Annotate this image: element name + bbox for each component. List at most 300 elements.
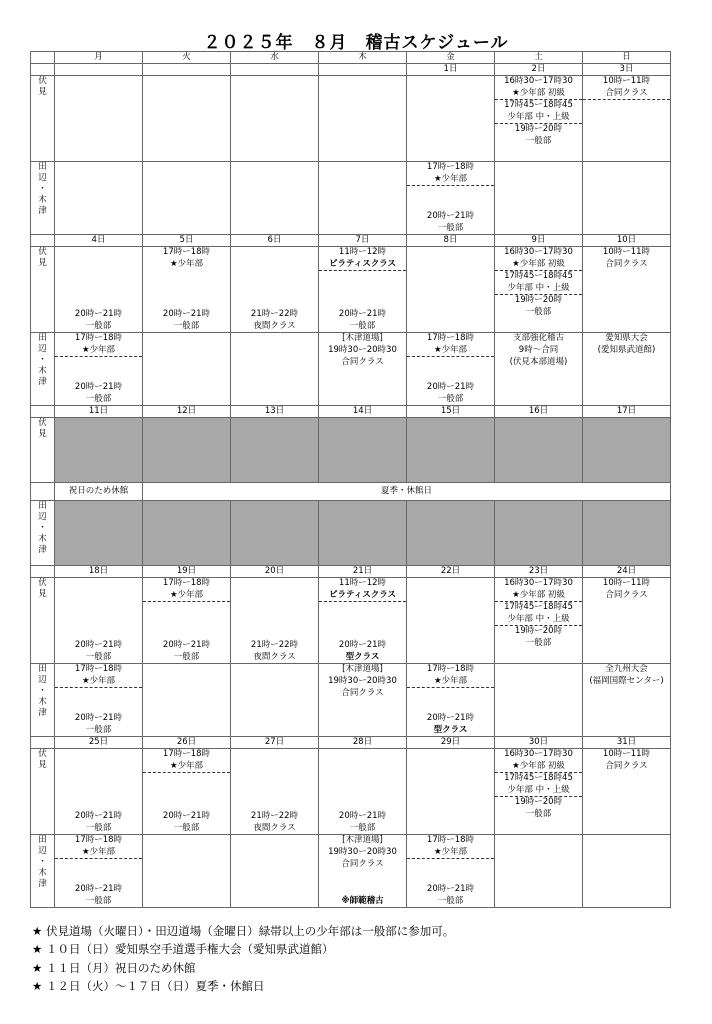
schedule-entry: 17時ー18時 bbox=[74, 333, 123, 343]
fushimi-cell bbox=[143, 247, 231, 333]
schedule-entry: 16時30ー17時30 bbox=[504, 247, 573, 257]
schedule-cell bbox=[407, 333, 494, 405]
schedule-entry: 20時ー21時 bbox=[162, 309, 211, 319]
schedule-entry: ピラティスクラス bbox=[319, 590, 406, 602]
location-char: 田 bbox=[38, 664, 47, 674]
location-char: 木 bbox=[38, 534, 47, 544]
location-char: 見 bbox=[38, 87, 47, 97]
note-line: ★ １０日（日）愛知県空手道選手権大会（愛知県武道館） bbox=[32, 942, 334, 957]
note-corner bbox=[31, 483, 55, 501]
schedule-entry: 全九州大会 bbox=[605, 664, 648, 674]
schedule-entry: 20時ー21時 bbox=[74, 309, 123, 319]
schedule-entry: 17時ー18時 bbox=[162, 749, 211, 759]
schedule-cell bbox=[495, 247, 582, 332]
location-char: 木 bbox=[38, 697, 47, 707]
schedule-entry: 一般部 bbox=[85, 725, 112, 735]
location-label bbox=[31, 835, 55, 908]
date-header bbox=[55, 64, 143, 76]
schedule-entry: 合同クラス bbox=[605, 761, 648, 771]
location-char: 木 bbox=[38, 868, 47, 878]
schedule-entry: 17時45ー18時45 bbox=[504, 271, 573, 281]
schedule-entry: 17時ー18時 bbox=[426, 835, 475, 845]
schedule-entry: (伏見本部道場) bbox=[509, 357, 568, 367]
schedule-entry: ※師範稽古 bbox=[341, 896, 384, 906]
fushimi-cell bbox=[143, 749, 231, 835]
location-label bbox=[31, 333, 55, 406]
schedule-cell bbox=[319, 749, 406, 834]
schedule-entry: 10時ー11時 bbox=[602, 749, 651, 759]
date-header: 4日 bbox=[55, 235, 143, 247]
schedule-cell bbox=[55, 664, 142, 736]
schedule-entry: 20時ー21時 bbox=[338, 640, 387, 650]
date-header: 15日 bbox=[407, 406, 495, 418]
summer-note: 夏季・休館日 bbox=[143, 483, 671, 501]
schedule-entry: 20時ー21時 bbox=[338, 309, 387, 319]
schedule-entry: (愛知県武道館) bbox=[597, 345, 656, 355]
location-label bbox=[31, 76, 55, 162]
schedule-entry: 17時ー18時 bbox=[426, 333, 475, 343]
schedule-entry: 20時ー21時 bbox=[338, 811, 387, 821]
holiday-note: 祝日のため休館 bbox=[55, 483, 143, 501]
date-header: 20日 bbox=[231, 566, 319, 578]
location-char: 辺 bbox=[38, 344, 47, 354]
location-char: 津 bbox=[38, 545, 47, 555]
schedule-entry: 19時30ー20時30 bbox=[328, 345, 397, 355]
schedule-cell bbox=[143, 247, 230, 332]
location-char: 伏 bbox=[38, 247, 47, 257]
schedule-entry: 21時ー22時 bbox=[250, 309, 299, 319]
fushimi-cell bbox=[55, 247, 143, 333]
schedule-cell bbox=[407, 835, 494, 907]
fushimi-cell bbox=[143, 578, 231, 664]
schedule-cell bbox=[143, 162, 230, 234]
location-char: 津 bbox=[38, 879, 47, 889]
location-char: 津 bbox=[38, 377, 47, 387]
date-header: 18日 bbox=[55, 566, 143, 578]
date-header: 12日 bbox=[143, 406, 231, 418]
schedule-cell bbox=[231, 333, 318, 405]
tanabe-cell bbox=[143, 835, 231, 908]
tanabe-cell bbox=[407, 664, 495, 737]
date-header: 27日 bbox=[231, 737, 319, 749]
schedule-entry: 合同クラス bbox=[341, 357, 384, 367]
schedule-entry: 17時45ー18時45 bbox=[504, 773, 573, 783]
schedule-cell bbox=[231, 76, 318, 161]
schedule-cell bbox=[495, 162, 582, 234]
fushimi-cell bbox=[407, 749, 495, 835]
location-label bbox=[31, 418, 55, 483]
tanabe-cell bbox=[583, 162, 671, 235]
schedule-cell bbox=[495, 333, 582, 405]
schedule-entry: 一般部 bbox=[85, 321, 112, 331]
schedule-entry: 10時ー11時 bbox=[602, 247, 651, 257]
schedule-cell bbox=[143, 578, 230, 663]
date-header: 22日 bbox=[407, 566, 495, 578]
fushimi-cell bbox=[407, 247, 495, 333]
location-char: 伏 bbox=[38, 418, 47, 428]
fushimi-cell bbox=[495, 76, 583, 162]
schedule-entry: 20時ー21時 bbox=[74, 884, 123, 894]
schedule-entry: ★少年部 bbox=[143, 590, 230, 602]
fushimi-cell bbox=[495, 749, 583, 835]
location-char: 見 bbox=[38, 429, 47, 439]
schedule-cell bbox=[319, 578, 406, 663]
closed-cell bbox=[143, 418, 231, 483]
tanabe-cell bbox=[583, 835, 671, 908]
schedule-entry: 型クラス bbox=[433, 725, 468, 735]
date-header: 24日 bbox=[583, 566, 671, 578]
fushimi-cell bbox=[143, 76, 231, 162]
weekday-header: 火 bbox=[143, 52, 231, 64]
location-label bbox=[31, 578, 55, 664]
schedule-entry: 一般部 bbox=[349, 321, 376, 331]
tanabe-cell bbox=[319, 664, 407, 737]
date-header: 11日 bbox=[55, 406, 143, 418]
schedule-cell bbox=[583, 664, 670, 736]
location-char: 木 bbox=[38, 366, 47, 376]
closed-cell bbox=[319, 418, 407, 483]
closed-cell bbox=[319, 501, 407, 566]
tanabe-cell bbox=[319, 333, 407, 406]
location-char: 辺 bbox=[38, 846, 47, 856]
tanabe-cell bbox=[407, 835, 495, 908]
schedule-entry: 少年部 中・上級 bbox=[495, 112, 582, 124]
schedule-cell bbox=[319, 835, 406, 907]
location-char: 津 bbox=[38, 708, 47, 718]
schedule-entry: 19時ー20時 bbox=[514, 124, 563, 134]
schedule-cell bbox=[55, 835, 142, 907]
schedule-entry: 17時ー18時 bbox=[162, 247, 211, 257]
note-line: ★ １２日（火）～１７日（日）夏季・休館日 bbox=[32, 979, 265, 994]
date-header: 9日 bbox=[495, 235, 583, 247]
note-line: ★ １１日（月）祝日のため休館 bbox=[32, 960, 196, 975]
schedule-entry: ★少年部 bbox=[407, 345, 494, 357]
schedule-entry: 16時30ー17時30 bbox=[504, 76, 573, 86]
schedule-entry: 17時45ー18時45 bbox=[504, 602, 573, 612]
weekday-header: 金 bbox=[407, 52, 495, 64]
schedule-entry: ピラティスクラス bbox=[319, 259, 406, 271]
schedule-entry: 一般部 bbox=[173, 321, 200, 331]
schedule-entry: 一般部 bbox=[173, 652, 200, 662]
schedule-entry: 17時ー18時 bbox=[162, 578, 211, 588]
fushimi-cell bbox=[231, 247, 319, 333]
schedule-entry: 20時ー21時 bbox=[74, 640, 123, 650]
fushimi-cell bbox=[319, 76, 407, 162]
schedule-cell bbox=[143, 664, 230, 736]
location-char: 田 bbox=[38, 333, 47, 343]
tanabe-cell bbox=[55, 664, 143, 737]
schedule-entry: [木津道場] bbox=[342, 835, 383, 845]
fushimi-cell bbox=[319, 749, 407, 835]
schedule-entry: 一般部 bbox=[85, 823, 112, 833]
closed-cell bbox=[495, 418, 583, 483]
schedule-cell bbox=[495, 76, 582, 161]
schedule-cell bbox=[143, 749, 230, 834]
date-header: 2日 bbox=[495, 64, 583, 76]
schedule-entry: 一般部 bbox=[525, 136, 552, 146]
tanabe-cell bbox=[231, 333, 319, 406]
date-header bbox=[143, 64, 231, 76]
date-header: 1日 bbox=[407, 64, 495, 76]
schedule-entry: [木津道場] bbox=[342, 664, 383, 674]
schedule-entry: 少年部 中・上級 bbox=[495, 785, 582, 797]
tanabe-cell bbox=[495, 333, 583, 406]
schedule-entry: 16時30ー17時30 bbox=[504, 578, 573, 588]
note-line: ★ 伏見道場（火曜日）・田辺道場（金曜日）緑帯以上の少年部は一般部に参加可。 bbox=[32, 924, 455, 938]
tanabe-cell bbox=[55, 835, 143, 908]
fushimi-cell bbox=[231, 76, 319, 162]
date-header: 10日 bbox=[583, 235, 671, 247]
schedule-entry: 17時ー18時 bbox=[74, 664, 123, 674]
location-char: 辺 bbox=[38, 512, 47, 522]
schedule-cell bbox=[143, 333, 230, 405]
schedule-entry: 10時ー11時 bbox=[602, 76, 651, 86]
schedule-entry: 一般部 bbox=[349, 823, 376, 833]
date-header: 17日 bbox=[583, 406, 671, 418]
schedule-entry: 17時ー18時 bbox=[74, 835, 123, 845]
date-header: 7日 bbox=[319, 235, 407, 247]
location-label bbox=[31, 162, 55, 235]
schedule-entry: 夜間クラス bbox=[253, 652, 296, 662]
schedule-entry: 20時ー21時 bbox=[426, 713, 475, 723]
schedule-entry: 少年部 中・上級 bbox=[495, 283, 582, 295]
tanabe-cell bbox=[55, 162, 143, 235]
tanabe-cell bbox=[407, 162, 495, 235]
tanabe-cell bbox=[495, 835, 583, 908]
weekday-header: 水 bbox=[231, 52, 319, 64]
closed-cell bbox=[407, 418, 495, 483]
schedule-cell bbox=[407, 578, 494, 663]
location-char: ・ bbox=[38, 857, 47, 867]
tanabe-cell bbox=[143, 162, 231, 235]
tanabe-cell bbox=[231, 664, 319, 737]
schedule-entry: 20時ー21時 bbox=[426, 884, 475, 894]
schedule-cell bbox=[319, 247, 406, 332]
schedule-cell bbox=[583, 835, 670, 907]
tanabe-cell bbox=[583, 333, 671, 406]
schedule-entry: 17時ー18時 bbox=[426, 162, 475, 172]
schedule-cell bbox=[407, 664, 494, 736]
date-corner bbox=[31, 406, 55, 418]
fushimi-cell bbox=[55, 578, 143, 664]
schedule-entry: ★少年部 bbox=[55, 345, 142, 357]
schedule-cell bbox=[55, 162, 142, 234]
schedule-entry: 合同クラス bbox=[605, 259, 648, 269]
schedule-cell bbox=[319, 162, 406, 234]
tanabe-cell bbox=[55, 333, 143, 406]
location-char: 見 bbox=[38, 589, 47, 599]
schedule-entry: 17時ー18時 bbox=[426, 664, 475, 674]
schedule-entry: 20時ー21時 bbox=[162, 640, 211, 650]
schedule-cell bbox=[583, 247, 670, 332]
schedule-entry: ★少年部 初級 bbox=[495, 590, 582, 602]
date-header bbox=[319, 64, 407, 76]
location-char: 津 bbox=[38, 206, 47, 216]
date-corner bbox=[31, 566, 55, 578]
location-label bbox=[31, 247, 55, 333]
tanabe-cell bbox=[143, 333, 231, 406]
schedule-entry: ★少年部 初級 bbox=[495, 88, 582, 100]
date-header: 29日 bbox=[407, 737, 495, 749]
schedule-entry: 一般部 bbox=[525, 307, 552, 317]
location-char: 辺 bbox=[38, 173, 47, 183]
schedule-entry: 19時30ー20時30 bbox=[328, 847, 397, 857]
location-char: ・ bbox=[38, 184, 47, 194]
location-char: 田 bbox=[38, 501, 47, 511]
closed-cell bbox=[231, 501, 319, 566]
location-char: 田 bbox=[38, 835, 47, 845]
schedule-entry: 支部強化稽古 bbox=[512, 333, 564, 343]
schedule-cell bbox=[319, 76, 406, 161]
tanabe-cell bbox=[319, 835, 407, 908]
location-char: ・ bbox=[38, 355, 47, 365]
date-corner bbox=[31, 737, 55, 749]
date-header: 21日 bbox=[319, 566, 407, 578]
schedule-entry: 一般部 bbox=[85, 652, 112, 662]
schedule-entry: 一般部 bbox=[173, 823, 200, 833]
weekday-header: 土 bbox=[495, 52, 583, 64]
schedule-entry: ★少年部 bbox=[55, 676, 142, 688]
schedule-cell bbox=[143, 76, 230, 161]
location-char: 見 bbox=[38, 258, 47, 268]
schedule-entry: ★少年部 bbox=[407, 174, 494, 186]
schedule-entry: 一般部 bbox=[525, 638, 552, 648]
schedule-cell bbox=[231, 835, 318, 907]
date-header: 14日 bbox=[319, 406, 407, 418]
location-char: 田 bbox=[38, 162, 47, 172]
schedule-cell bbox=[495, 749, 582, 834]
location-char: 見 bbox=[38, 760, 47, 770]
schedule-entry: 一般部 bbox=[85, 896, 112, 906]
schedule-entry: 一般部 bbox=[437, 223, 464, 233]
closed-cell bbox=[55, 501, 143, 566]
fushimi-cell bbox=[495, 578, 583, 664]
schedule-entry: 夜間クラス bbox=[253, 823, 296, 833]
schedule-cell bbox=[583, 749, 670, 834]
schedule-entry: 19時30ー20時30 bbox=[328, 676, 397, 686]
schedule-entry: 21時ー22時 bbox=[250, 811, 299, 821]
schedule-cell bbox=[407, 247, 494, 332]
closed-cell bbox=[583, 418, 671, 483]
schedule-entry: ★少年部 bbox=[407, 847, 494, 859]
schedule-cell bbox=[231, 162, 318, 234]
schedule-entry: 20時ー21時 bbox=[74, 713, 123, 723]
fushimi-cell bbox=[407, 76, 495, 162]
schedule-cell bbox=[583, 162, 670, 234]
fushimi-cell bbox=[583, 578, 671, 664]
closed-cell bbox=[231, 418, 319, 483]
schedule-entry: [木津道場] bbox=[342, 333, 383, 343]
schedule-cell bbox=[319, 664, 406, 736]
location-char: ・ bbox=[38, 523, 47, 533]
weekday-header: 日 bbox=[583, 52, 671, 64]
schedule-entry: 愛知県大会 bbox=[605, 333, 648, 343]
location-label bbox=[31, 664, 55, 737]
schedule-entry: 合同クラス bbox=[583, 88, 670, 100]
fushimi-cell bbox=[55, 76, 143, 162]
schedule-entry: ★少年部 初級 bbox=[495, 259, 582, 271]
fushimi-cell bbox=[495, 247, 583, 333]
schedule-entry: ★少年部 bbox=[169, 259, 204, 269]
fushimi-cell bbox=[319, 578, 407, 664]
fushimi-cell bbox=[231, 578, 319, 664]
schedule-cell bbox=[495, 835, 582, 907]
schedule-entry: 型クラス bbox=[345, 652, 380, 662]
schedule-entry: 夜間クラス bbox=[253, 321, 296, 331]
schedule-entry: 20時ー21時 bbox=[426, 211, 475, 221]
schedule-entry: 合同クラス bbox=[341, 859, 384, 869]
date-header: 5日 bbox=[143, 235, 231, 247]
date-header: 23日 bbox=[495, 566, 583, 578]
schedule-table bbox=[30, 51, 671, 908]
page-title: ２０２５年 ８月 稽古スケジュール bbox=[203, 33, 509, 53]
schedule-cell bbox=[143, 835, 230, 907]
tanabe-cell bbox=[231, 162, 319, 235]
date-header: 6日 bbox=[231, 235, 319, 247]
schedule-cell bbox=[583, 578, 670, 663]
date-header: 16日 bbox=[495, 406, 583, 418]
schedule-cell bbox=[231, 664, 318, 736]
tanabe-cell bbox=[143, 664, 231, 737]
closed-cell bbox=[583, 501, 671, 566]
schedule-cell bbox=[495, 664, 582, 736]
schedule-entry: (福岡国際センター) bbox=[589, 676, 664, 686]
location-char: 伏 bbox=[38, 76, 47, 86]
schedule-entry: ★少年部 bbox=[407, 676, 494, 688]
fushimi-cell bbox=[55, 749, 143, 835]
schedule-entry: 20時ー21時 bbox=[426, 382, 475, 392]
tanabe-cell bbox=[495, 162, 583, 235]
weekday-header: 木 bbox=[319, 52, 407, 64]
fushimi-cell bbox=[583, 749, 671, 835]
schedule-cell bbox=[231, 749, 318, 834]
schedule-entry: 10時ー11時 bbox=[602, 578, 651, 588]
schedule-entry: 19時ー20時 bbox=[514, 295, 563, 305]
schedule-entry: ★少年部 初級 bbox=[495, 761, 582, 773]
schedule-cell bbox=[55, 247, 142, 332]
date-header: 28日 bbox=[319, 737, 407, 749]
fushimi-cell bbox=[583, 247, 671, 333]
location-char: 木 bbox=[38, 195, 47, 205]
schedule-entry: 20時ー21時 bbox=[74, 811, 123, 821]
location-char: ・ bbox=[38, 686, 47, 696]
location-char: 伏 bbox=[38, 578, 47, 588]
date-header: 19日 bbox=[143, 566, 231, 578]
fushimi-cell bbox=[583, 76, 671, 162]
date-header: 3日 bbox=[583, 64, 671, 76]
schedule-entry: 合同クラス bbox=[341, 688, 384, 698]
schedule-entry: 20時ー21時 bbox=[162, 811, 211, 821]
schedule-entry: 一般部 bbox=[525, 809, 552, 819]
schedule-entry: ★少年部 bbox=[55, 847, 142, 859]
schedule-entry: 16時30ー17時30 bbox=[504, 749, 573, 759]
date-header: 30日 bbox=[495, 737, 583, 749]
schedule-cell bbox=[55, 578, 142, 663]
schedule-entry: 一般部 bbox=[437, 896, 464, 906]
date-header: 31日 bbox=[583, 737, 671, 749]
date-header: 26日 bbox=[143, 737, 231, 749]
corner-cell bbox=[31, 52, 55, 64]
tanabe-cell bbox=[495, 664, 583, 737]
location-label bbox=[31, 749, 55, 835]
schedule-entry: 20時ー21時 bbox=[74, 382, 123, 392]
schedule-entry: 一般部 bbox=[437, 394, 464, 404]
schedule-entry: 19時ー20時 bbox=[514, 626, 563, 636]
schedule-entry: 11時ー12時 bbox=[338, 247, 387, 257]
schedule-cell bbox=[407, 162, 494, 234]
closed-cell bbox=[407, 501, 495, 566]
schedule-cell bbox=[319, 333, 406, 405]
